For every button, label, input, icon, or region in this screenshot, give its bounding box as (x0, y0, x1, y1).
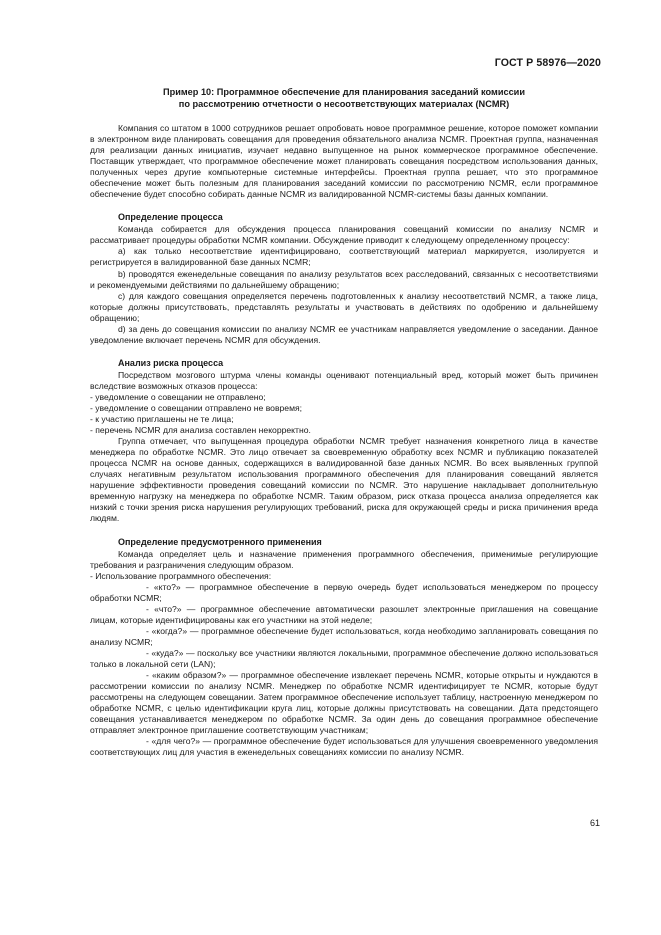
process-intro: Команда собирается для обсуждения процесса планирования совещаний комиссии по анализу NCMR и рассматривает процедуры обработки NCMR компании. Обсуждение приводит к следующему определенному процессу: (90, 224, 598, 246)
section-heading-intended-use: Определение предусмотренного применения (118, 536, 322, 547)
use-label: - Использование программного обеспечения: (90, 570, 272, 581)
use-item-where: - «куда?» — поскольку все участники являются локальными, программное обеспечение должно использоваться только в локальной сети (LAN); (90, 647, 598, 669)
use-item-when: - «когда?» — программное обеспечение будет использоваться, когда необходимо запланировать совещания по анализу NCMR; (90, 625, 598, 647)
risk-item: - перечень NCMR для анализа составлен некорректно. (90, 425, 311, 436)
section-heading-risk-analysis: Анализ риска процесса (118, 357, 224, 368)
risk-item: - уведомление о совещании не отправлено; (90, 391, 266, 402)
example-title (90, 87, 598, 110)
intro-paragraph: Компания со штатом в 1000 сотрудников решает опробовать новое программное решение, которое поможет компании в электронном виде планировать совещания для проведения обязательного анализа NCMR. Проектная группа, назначенная для реализации данных инициатив, изучает недавно выпущенное на рынок коммерческое программное обеспечение. Поставщик утверждает, что программное обеспечение может планировать совещания посредством использования данных, полученных через другие компьютерные системные интерфейсы. Проектная группа решает, что это программное обеспечение может быть полезным для планирования заседаний комиссии по рассмотрению NCMR, если программное обеспечение будет способно собирать данные NCMR из валидированной NCMR-системы базы данных компании. (90, 123, 598, 200)
title-line-1: Пример 10: Программное обеспечение для планирования заседаний комиссии (163, 87, 525, 97)
process-item-c: c) для каждого совещания определяется перечень подготовленных к анализу несоответствий NCMR, а также лица, которые должны присутствовать, представлять результаты и участвовать в действиях по одобрению и дальнейшему обращению; (90, 290, 598, 323)
use-item-why: - «для чего?» — программное обеспечение будет использоваться для улучшения своевременного уведомления соответствующих лиц для участия в еженедельных совещаниях комиссии по анализу NCMR. (90, 736, 598, 758)
page-number: 61 (589, 818, 600, 828)
intended-use-intro: Команда определяет цель и назначение применения программного обеспечения, применимые регулирующие требования и разграничения следующим образом. (90, 548, 598, 570)
risk-intro: Посредством мозгового штурма члены команды оценивают потенциальный вред, который может быть причинен вследствие возможных отказов процесса: (90, 369, 598, 391)
risk-item: - к участию приглашены не те лица; (90, 414, 234, 425)
risk-conclusion: Группа отмечает, что выпущенная процедура обработки NCMR требует назначения конкретного лица в качестве менеджера по обработке NCMR. Это лицо отвечает за своевременную обработку всех NCMR и публикацию показателей процесса NCMR на основе данных, содержащихся в валидированной базе данных NCMR. Во всех выявленных группой случаях негативным результатом использования программного обеспечения для планирования совещаний является нарушение эффективности проведения совещаний комиссии по NCMR. Это нарушение накладывает дополнительную временную нагрузку на менеджера по обработке NCMR. Таким образом, риск отказа процесса анализа определяется как низкий с точки зрения риска нарушения регулирующих требований, риска для окружающей среды и риска причинения вреда людям. (90, 436, 598, 524)
standard-number: ГОСТ Р 58976—2020 (494, 57, 601, 69)
risk-item: - уведомление о совещании отправлено не вовремя; (90, 402, 303, 413)
use-item-who: - «кто?» — программное обеспечение в первую очередь будет использоваться менеджером по процессу обработки NCMR; (90, 581, 598, 603)
process-item-a: a) как только несоответствие идентифицировано, соответствующий материал маркируется, изолируется и регистрируется в валидированной базе данных NCMR; (90, 246, 598, 268)
process-item-b: b) проводятся еженедельные совещания по анализу результатов всех расследований, связанных с несоответствиями и рекомендуемыми действиями по дальнейшему обращению; (90, 268, 598, 290)
title-line-2: по рассмотрению отчетности о несоответствующих материалах (NCMR) (178, 98, 510, 109)
section-heading-process-definition: Определение процесса (118, 212, 223, 223)
use-item-how: - «каким образом?» — программное обеспечение извлекает перечень NCMR, которые открыты и нуждаются в рассмотрении комиссии по анализу NCMR. Менеджер по обработке NCMR идентифицирует те NCMR, которые будут рассмотрены на следующем совещании. Затем программное обеспечение использует таблицу, настроенную менеджером по обработке NCMR, с целью идентификации круга лиц, которые должны присутствовать на совещании. Дата предстоящего совещания устанавливается менеджером по обработке NCMR. За один день до совещания программное обеспечение отправляет электронное приглашение соответствующим участникам; (90, 670, 598, 736)
process-item-d: d) за день до совещания комиссии по анализу NCMR ее участникам направляется уведомление о заседании. Данное уведомление включает перечень NCMR для обсуждения. (90, 323, 598, 345)
page-content (90, 87, 598, 758)
use-item-what: - «что?» — программное обеспечение автоматически разошлет электронные приглашения на совещание лицам, которые идентифицированы как его участники на этой неделе; (90, 603, 598, 625)
